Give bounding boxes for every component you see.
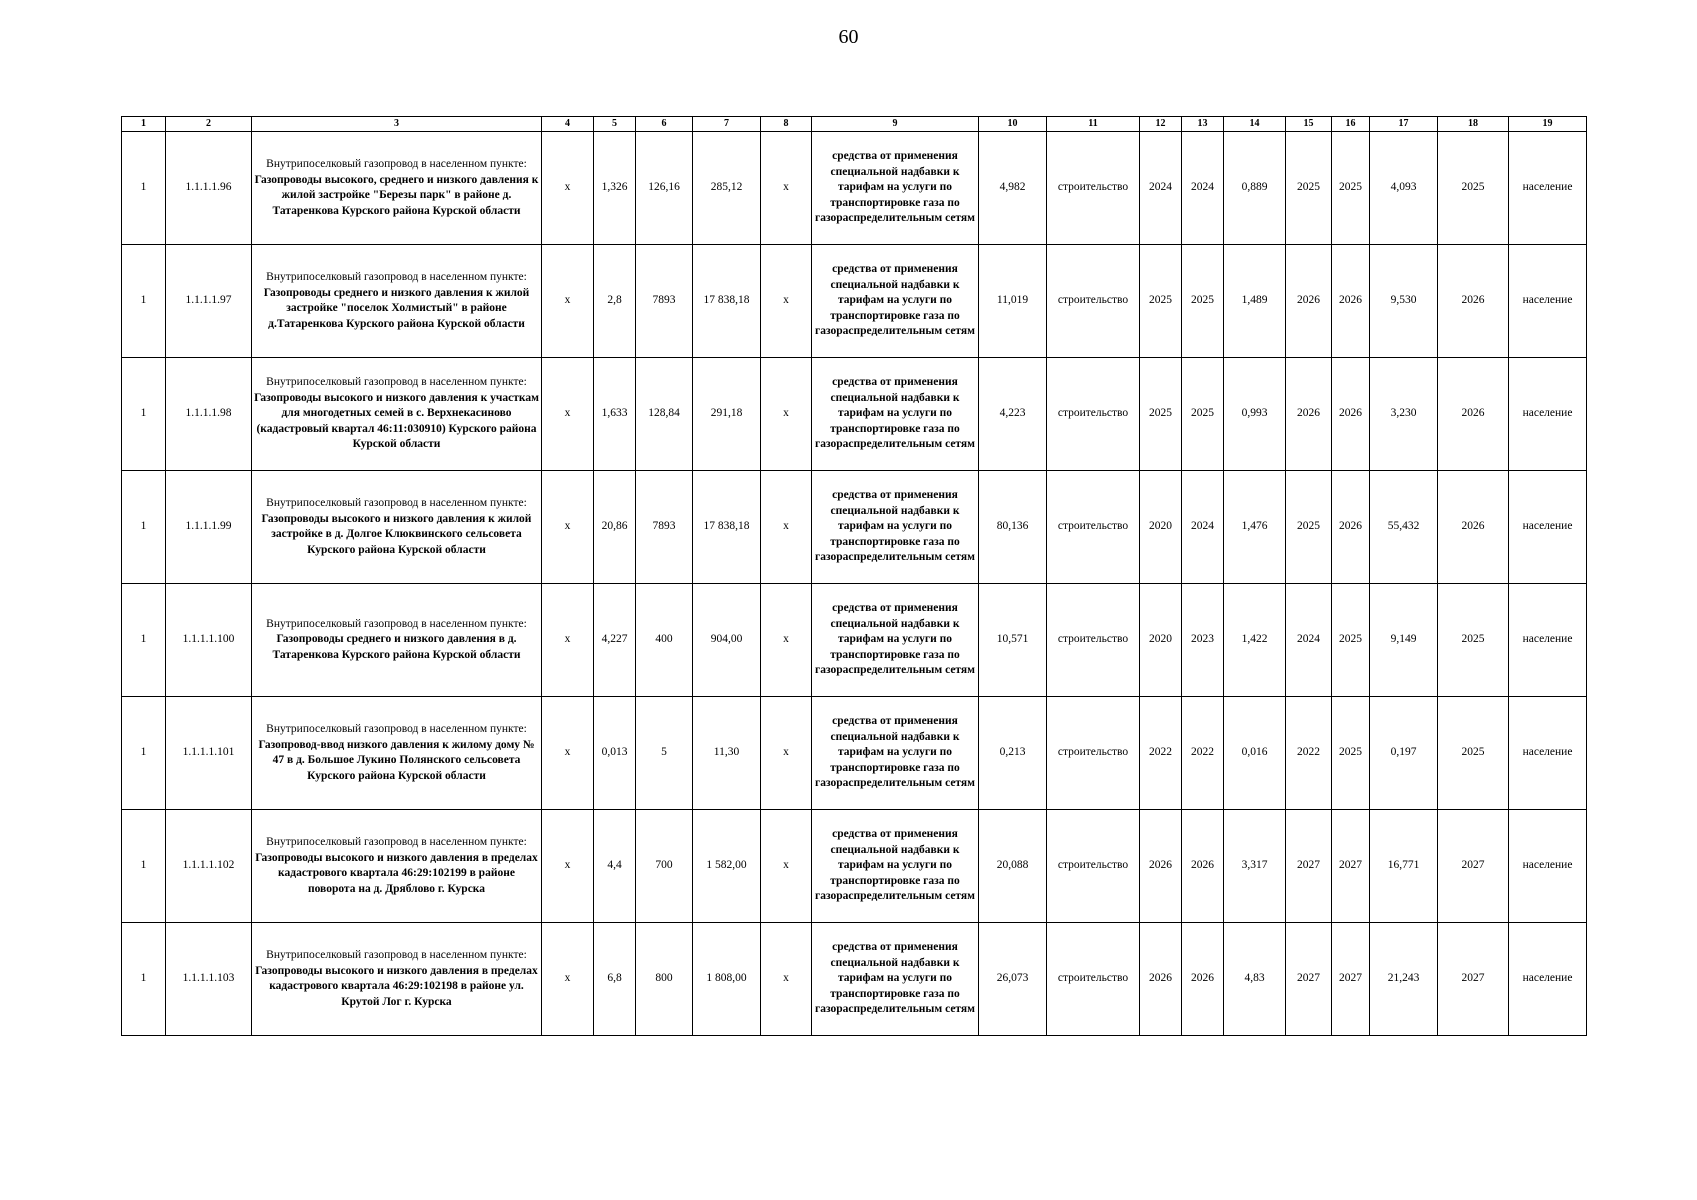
column-header-7: 7: [693, 117, 761, 132]
description-intro: Внутрипоселковый газопровод в населенном пункте:: [266, 617, 527, 630]
cell-col-15: 2025: [1286, 471, 1332, 584]
cell-col-5: 4,227: [594, 584, 636, 697]
column-header-9: 9: [812, 117, 979, 132]
cell-col-13: 2024: [1182, 471, 1224, 584]
cell-col-6: 7893: [636, 245, 693, 358]
table-row: [122, 697, 1587, 810]
cell-col-11: строительство: [1047, 245, 1140, 358]
cell-col-7: 17 838,18: [693, 245, 761, 358]
cell-col-13: 2023: [1182, 584, 1224, 697]
cell-col-16: 2026: [1332, 358, 1370, 471]
cell-col-9: средства от применения специальной надбавки к тарифам на услуги по транспортировке газа по газораспределительным сетям: [812, 697, 979, 810]
cell-col-16: 2026: [1332, 471, 1370, 584]
cell-col-18: 2026: [1438, 245, 1509, 358]
column-header-17: 17: [1370, 117, 1438, 132]
column-header-16: 16: [1332, 117, 1370, 132]
cell-col-16: 2025: [1332, 132, 1370, 245]
cell-col-4: x: [542, 810, 594, 923]
cell-col-11: строительство: [1047, 358, 1140, 471]
column-header-13: 13: [1182, 117, 1224, 132]
cell-col-11: строительство: [1047, 132, 1140, 245]
cell-col-13: 2022: [1182, 697, 1224, 810]
description-body: Газопроводы высокого и низкого давления к участкам для многодетных семей в с. Верхнекасиново (кадастровый квартал 46:11:030910) Курского района Курской области: [254, 391, 539, 451]
cell-col-5: 2,8: [594, 245, 636, 358]
cell-col-14: 0,993: [1224, 358, 1286, 471]
cell-col-5: 1,326: [594, 132, 636, 245]
cell-col-6: 7893: [636, 471, 693, 584]
cell-col-19: население: [1509, 923, 1587, 1036]
cell-col-18: 2027: [1438, 810, 1509, 923]
cell-col-11: строительство: [1047, 697, 1140, 810]
cell-col-11: строительство: [1047, 810, 1140, 923]
cell-col-2: 1.1.1.1.99: [166, 471, 252, 584]
cell-col-10: 11,019: [979, 245, 1047, 358]
cell-col-7: 1 808,00: [693, 923, 761, 1036]
cell-col-1: 1: [122, 358, 166, 471]
cell-col-8: x: [761, 471, 812, 584]
cell-col-16: 2026: [1332, 245, 1370, 358]
cell-col-18: 2026: [1438, 471, 1509, 584]
cell-col-12: 2026: [1140, 810, 1182, 923]
cell-col-12: 2026: [1140, 923, 1182, 1036]
column-header-4: 4: [542, 117, 594, 132]
cell-col-9: средства от применения специальной надбавки к тарифам на услуги по транспортировке газа по газораспределительным сетям: [812, 471, 979, 584]
cell-col-12: 2022: [1140, 697, 1182, 810]
cell-col-14: 1,489: [1224, 245, 1286, 358]
column-header-6: 6: [636, 117, 693, 132]
description-intro: Внутрипоселковый газопровод в населенном пункте:: [266, 723, 527, 735]
cell-col-9: средства от применения специальной надбавки к тарифам на услуги по транспортировке газа по газораспределительным сетям: [812, 584, 979, 697]
cell-col-2: 1.1.1.1.101: [166, 697, 252, 810]
description-body: Газопроводы среднего и низкого давления в д. Татаренкова Курского района Курской области: [272, 633, 521, 661]
cell-col-19: население: [1509, 697, 1587, 810]
cell-col-8: x: [761, 358, 812, 471]
cell-col-6: 128,84: [636, 358, 693, 471]
column-header-8: 8: [761, 117, 812, 132]
description-intro: Внутрипоселковый газопровод в населенном пункте:: [266, 836, 527, 848]
cell-col-7: 1 582,00: [693, 810, 761, 923]
cell-col-10: 26,073: [979, 923, 1047, 1036]
cell-col-1: 1: [122, 923, 166, 1036]
cell-col-12: 2020: [1140, 471, 1182, 584]
cell-col-6: 700: [636, 810, 693, 923]
cell-col-17: 16,771: [1370, 810, 1438, 923]
cell-col-8: x: [761, 697, 812, 810]
cell-col-9: средства от применения специальной надбавки к тарифам на услуги по транспортировке газа по газораспределительным сетям: [812, 132, 979, 245]
cell-col-8: x: [761, 810, 812, 923]
cell-col-4: x: [542, 923, 594, 1036]
cell-col-2: 1.1.1.1.96: [166, 132, 252, 245]
cell-col-7: 11,30: [693, 697, 761, 810]
cell-col-4: x: [542, 584, 594, 697]
page-number: 60: [838, 26, 859, 48]
column-header-1: 1: [122, 117, 166, 132]
cell-col-16: 2027: [1332, 810, 1370, 923]
description-intro: Внутрипоселковый газопровод в населенном пункте:: [266, 949, 527, 961]
description-intro: Внутрипоселковый газопровод в населенном пункте:: [266, 271, 527, 283]
cell-col-1: 1: [122, 245, 166, 358]
cell-col-14: 0,016: [1224, 697, 1286, 810]
cell-col-14: 4,83: [1224, 923, 1286, 1036]
cell-col-4: x: [542, 358, 594, 471]
cell-col-13: 2026: [1182, 923, 1224, 1036]
cell-col-19: население: [1509, 584, 1587, 697]
description-intro: Внутрипоселковый газопровод в населенном пункте:: [266, 158, 527, 170]
cell-col-1: 1: [122, 810, 166, 923]
cell-col-11: строительство: [1047, 923, 1140, 1036]
cell-col-12: 2025: [1140, 358, 1182, 471]
cell-col-6: 800: [636, 923, 693, 1036]
cell-col-19: население: [1509, 810, 1587, 923]
cell-col-2: 1.1.1.1.103: [166, 923, 252, 1036]
description-intro: Внутрипоселковый газопровод в населенном пункте:: [266, 376, 527, 389]
column-header-18: 18: [1438, 117, 1509, 132]
cell-col-1: 1: [122, 584, 166, 697]
cell-col-14: 1,422: [1224, 584, 1286, 697]
cell-col-17: 55,432: [1370, 471, 1438, 584]
header-row: [122, 117, 1587, 132]
cell-col-4: x: [542, 245, 594, 358]
cell-col-7: 17 838,18: [693, 471, 761, 584]
column-header-14: 14: [1224, 117, 1286, 132]
cell-col-15: 2024: [1286, 584, 1332, 697]
cell-col-10: 4,223: [979, 358, 1047, 471]
description-body: Газопроводы высокого и низкого давления в пределах кадастрового квартала 46:29:102198 в районе ул. Крутой Лог г. Курска: [255, 964, 538, 1008]
object-description-cell: [252, 584, 542, 697]
cell-col-18: 2025: [1438, 584, 1509, 697]
cell-col-15: 2026: [1286, 245, 1332, 358]
cell-col-17: 3,230: [1370, 358, 1438, 471]
description-body: Газопроводы высокого и низкого давления к жилой застройке в д. Долгое Клюквинского сельсовета Курского района Курской области: [261, 512, 532, 556]
cell-col-6: 400: [636, 584, 693, 697]
cell-col-9: средства от применения специальной надбавки к тарифам на услуги по транспортировке газа по газораспределительным сетям: [812, 358, 979, 471]
table-row: [122, 358, 1587, 471]
cell-col-14: 1,476: [1224, 471, 1286, 584]
cell-col-9: средства от применения специальной надбавки к тарифам на услуги по транспортировке газа по газораспределительным сетям: [812, 245, 979, 358]
cell-col-6: 5: [636, 697, 693, 810]
gas-pipeline-table: [121, 116, 1587, 1036]
cell-col-13: 2025: [1182, 358, 1224, 471]
column-header-5: 5: [594, 117, 636, 132]
column-header-19: 19: [1509, 117, 1587, 132]
object-description-cell: [252, 810, 542, 923]
cell-col-17: 21,243: [1370, 923, 1438, 1036]
cell-col-15: 2026: [1286, 358, 1332, 471]
column-header-12: 12: [1140, 117, 1182, 132]
cell-col-4: x: [542, 471, 594, 584]
object-description-cell: [252, 697, 542, 810]
cell-col-19: население: [1509, 245, 1587, 358]
cell-col-8: x: [761, 923, 812, 1036]
cell-col-18: 2025: [1438, 132, 1509, 245]
cell-col-18: 2026: [1438, 358, 1509, 471]
description-body: Газопровод-ввод низкого давления к жилому дому № 47 в д. Большое Лукино Полянского сельсовета Курского района Курской области: [258, 738, 535, 782]
cell-col-16: 2025: [1332, 584, 1370, 697]
cell-col-19: население: [1509, 471, 1587, 584]
cell-col-17: 9,530: [1370, 245, 1438, 358]
cell-col-16: 2025: [1332, 697, 1370, 810]
column-header-15: 15: [1286, 117, 1332, 132]
description-body: Газопроводы высокого и низкого давления в пределах кадастрового квартала 46:29:102199 в районе поворота на д. Дряблово г. Курска: [255, 851, 538, 895]
cell-col-11: строительство: [1047, 471, 1140, 584]
column-header-10: 10: [979, 117, 1047, 132]
cell-col-5: 20,86: [594, 471, 636, 584]
cell-col-15: 2025: [1286, 132, 1332, 245]
cell-col-4: x: [542, 697, 594, 810]
cell-col-6: 126,16: [636, 132, 693, 245]
cell-col-18: 2027: [1438, 923, 1509, 1036]
description-body: Газопроводы среднего и низкого давления к жилой застройке "поселок Холмистый" в районе д.Татаренкова Курского района Курской области: [263, 286, 530, 330]
table-row: [122, 923, 1587, 1036]
cell-col-13: 2026: [1182, 810, 1224, 923]
cell-col-11: строительство: [1047, 584, 1140, 697]
cell-col-1: 1: [122, 132, 166, 245]
object-description-cell: [252, 132, 542, 245]
cell-col-12: 2024: [1140, 132, 1182, 245]
cell-col-1: 1: [122, 471, 166, 584]
cell-col-4: x: [542, 132, 594, 245]
cell-col-2: 1.1.1.1.97: [166, 245, 252, 358]
cell-col-16: 2027: [1332, 923, 1370, 1036]
cell-col-14: 0,889: [1224, 132, 1286, 245]
cell-col-13: 2025: [1182, 245, 1224, 358]
description-intro: Внутрипоселковый газопровод в населенном пункте:: [266, 497, 527, 509]
column-header-2: 2: [166, 117, 252, 132]
cell-col-12: 2020: [1140, 584, 1182, 697]
table-row: [122, 245, 1587, 358]
cell-col-10: 0,213: [979, 697, 1047, 810]
cell-col-17: 4,093: [1370, 132, 1438, 245]
cell-col-13: 2024: [1182, 132, 1224, 245]
table-row: [122, 810, 1587, 923]
cell-col-7: 291,18: [693, 358, 761, 471]
object-description-cell: [252, 471, 542, 584]
cell-col-15: 2022: [1286, 697, 1332, 810]
cell-col-5: 6,8: [594, 923, 636, 1036]
cell-col-18: 2025: [1438, 697, 1509, 810]
cell-col-5: 0,013: [594, 697, 636, 810]
cell-col-10: 4,982: [979, 132, 1047, 245]
table-body: [122, 132, 1587, 1036]
cell-col-19: население: [1509, 132, 1587, 245]
cell-col-15: 2027: [1286, 810, 1332, 923]
cell-col-5: 1,633: [594, 358, 636, 471]
column-header-11: 11: [1047, 117, 1140, 132]
cell-col-12: 2025: [1140, 245, 1182, 358]
cell-col-2: 1.1.1.1.98: [166, 358, 252, 471]
cell-col-1: 1: [122, 697, 166, 810]
cell-col-17: 9,149: [1370, 584, 1438, 697]
object-description-cell: [252, 358, 542, 471]
object-description-cell: [252, 923, 542, 1036]
table-row: [122, 584, 1587, 697]
cell-col-2: 1.1.1.1.102: [166, 810, 252, 923]
cell-col-10: 20,088: [979, 810, 1047, 923]
cell-col-8: x: [761, 584, 812, 697]
cell-col-8: x: [761, 245, 812, 358]
column-header-3: 3: [252, 117, 542, 132]
cell-col-10: 10,571: [979, 584, 1047, 697]
cell-col-17: 0,197: [1370, 697, 1438, 810]
table-row: [122, 471, 1587, 584]
description-body: Газопроводы высокого, среднего и низкого давления к жилой застройке "Березы парк" в районе д. Татаренкова Курского района Курской области: [254, 173, 539, 217]
object-description-cell: [252, 245, 542, 358]
cell-col-10: 80,136: [979, 471, 1047, 584]
cell-col-19: население: [1509, 358, 1587, 471]
cell-col-9: средства от применения специальной надбавки к тарифам на услуги по транспортировке газа по газораспределительным сетям: [812, 923, 979, 1036]
cell-col-14: 3,317: [1224, 810, 1286, 923]
cell-col-9: средства от применения специальной надбавки к тарифам на услуги по транспортировке газа по газораспределительным сетям: [812, 810, 979, 923]
cell-col-15: 2027: [1286, 923, 1332, 1036]
cell-col-8: x: [761, 132, 812, 245]
cell-col-7: 904,00: [693, 584, 761, 697]
table-row: [122, 132, 1587, 245]
cell-col-7: 285,12: [693, 132, 761, 245]
cell-col-5: 4,4: [594, 810, 636, 923]
cell-col-2: 1.1.1.1.100: [166, 584, 252, 697]
